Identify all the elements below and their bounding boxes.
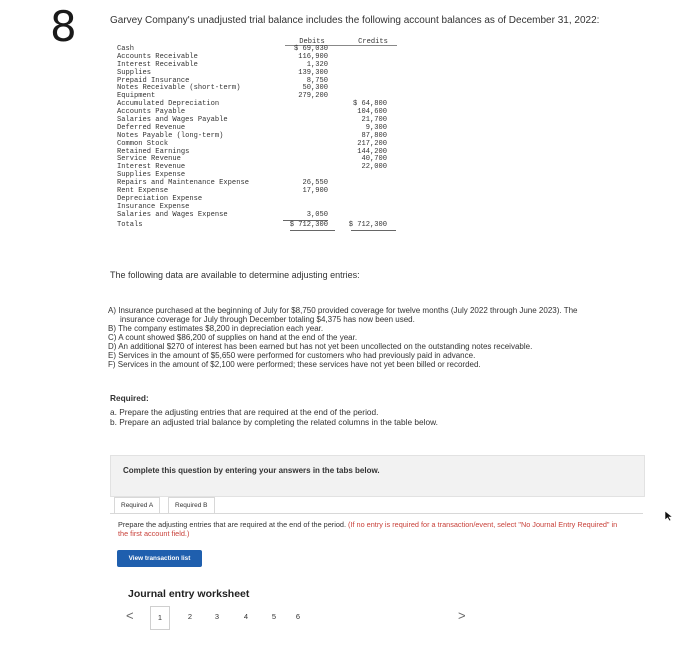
page-3[interactable]: 3 — [214, 612, 220, 621]
instruction-main: Prepare the adjusting entries that are required at the end of the period. — [118, 520, 346, 529]
worksheet-pager — [122, 606, 472, 628]
table-row — [115, 212, 400, 220]
adjustment-a-cont: insurance coverage for July through December totaling $4,375 has now been used. — [120, 315, 415, 324]
required-a: a. Prepare the adjusting entries that are required at the end of the period. — [110, 407, 379, 417]
page-1[interactable]: 1 — [150, 606, 170, 630]
cell-name: Salaries and Wages Expense — [117, 210, 228, 219]
cell-name: Totals — [117, 220, 143, 229]
cell-credit: 9,300 — [365, 123, 387, 132]
required-section — [110, 393, 438, 427]
adjustment-e: E) Services in the amount of $5,650 were performed for customers who had previously paid in advance. — [108, 351, 476, 360]
prev-arrow-icon[interactable]: < — [126, 608, 134, 623]
cell-name: Supplies — [117, 68, 152, 77]
cell-credit: 104,600 — [357, 108, 387, 117]
trial-balance-table — [115, 38, 400, 229]
cell-name: Retained Earnings — [117, 147, 190, 156]
required-title: Required: — [110, 393, 149, 403]
view-transaction-list-button[interactable]: View transaction list — [117, 550, 202, 567]
cell-name: Common Stock — [117, 139, 169, 148]
cell-name: Depreciation Expense — [117, 194, 203, 203]
instruction-note: (If no entry is required for a transaction/event, select "No Journal Entry Required" in the first account field.) — [118, 520, 618, 538]
cell-name: Salaries and Wages Payable — [117, 116, 228, 125]
cell-debit: 3,050 — [283, 212, 328, 221]
cell-name: Deferred Revenue — [117, 123, 186, 132]
page-5[interactable]: 5 — [271, 612, 277, 621]
table-row — [115, 85, 400, 93]
cell-credit: 40,700 — [361, 155, 387, 164]
following-data-text: The following data are available to determine adjusting entries: — [110, 270, 360, 280]
adjustment-b: B) The company estimates $8,200 in depreciation each year. — [108, 324, 324, 333]
cell-credit: 144,200 — [357, 147, 387, 156]
adjustment-a: A) Insurance purchased at the beginning of July for $8,750 provided coverage for twelve months (July 2022 through June 2023). The — [108, 306, 578, 315]
cell-name: Accounts Receivable — [117, 52, 198, 61]
cell-debit: $ 712,300 — [289, 220, 328, 229]
cell-credit: 22,000 — [361, 163, 387, 172]
intro-text: Garvey Company's unadjusted trial balance includes the following account balances as of December 31, 2022: — [110, 15, 600, 26]
cell-debit: 279,200 — [298, 92, 328, 101]
cell-credit: $ 712,300 — [348, 220, 387, 229]
cell-name: Supplies Expense — [117, 171, 186, 180]
cell-name: Cash — [117, 45, 135, 53]
credit-header: Credits — [358, 38, 388, 46]
cell-debit: 17,900 — [302, 187, 328, 196]
table-row — [115, 62, 400, 70]
cell-name: Notes Receivable (short-term) — [117, 84, 241, 93]
cell-name: Interest Revenue — [117, 163, 186, 172]
tab-required-b[interactable]: Required B — [168, 497, 215, 514]
tab-bar — [110, 497, 250, 513]
cell-credit: 217,200 — [357, 139, 387, 148]
cell-debit: 139,300 — [298, 68, 328, 77]
cell-name: Accumulated Depreciation — [117, 100, 220, 109]
cell-credit: 87,800 — [361, 131, 387, 140]
adjustment-d: D) An additional $270 of interest has been earned but has not yet been uncollected on the outstanding notes receivable. — [108, 342, 533, 351]
page-2[interactable]: 2 — [187, 612, 193, 621]
page-6[interactable]: 6 — [295, 612, 301, 621]
cell-debit: 8,750 — [306, 76, 328, 85]
cell-name: Insurance Expense — [117, 202, 190, 211]
adjustment-f: F) Services in the amount of $2,100 were performed; these services have not yet been billed or recorded. — [108, 360, 481, 369]
cell-name: Accounts Payable — [117, 108, 186, 117]
cell-debit: 50,300 — [302, 84, 328, 93]
question-number: 8 — [50, 2, 77, 51]
instruction-text — [118, 520, 618, 538]
adjustments-list — [108, 306, 668, 369]
cell-name: Repairs and Maintenance Expense — [117, 179, 249, 188]
cell-credit: $ 64,800 — [352, 100, 387, 109]
tab-required-a[interactable]: Required A — [114, 497, 160, 514]
cell-name: Service Revenue — [117, 155, 181, 164]
cell-name: Prepaid Insurance — [117, 76, 190, 85]
table-row — [115, 222, 400, 230]
cell-debit: 26,550 — [302, 179, 328, 188]
complete-question-box — [110, 455, 645, 497]
complete-question-text: Complete this question by entering your answers in the tabs below. — [123, 466, 380, 475]
page-4[interactable]: 4 — [243, 612, 249, 621]
cell-name: Equipment — [117, 92, 156, 101]
cell-name: Rent Expense — [117, 187, 169, 196]
cell-credit: 21,700 — [361, 116, 387, 125]
worksheet-title: Journal entry worksheet — [128, 588, 250, 600]
next-arrow-icon[interactable]: > — [458, 608, 466, 623]
required-b: b. Prepare an adjusted trial balance by completing the related columns in the table below. — [110, 417, 438, 427]
cell-debit: 116,900 — [298, 52, 328, 61]
cell-debit: 1,320 — [306, 60, 328, 69]
cell-name: Interest Receivable — [117, 60, 198, 69]
adjustment-c: C) A count showed $86,200 of supplies on hand at the end of the year. — [108, 333, 358, 342]
cell-debit: $ 69,030 — [293, 45, 328, 53]
mouse-cursor-icon — [664, 510, 674, 522]
debit-header: Debits — [299, 38, 325, 46]
cell-name: Notes Payable (long-term) — [117, 131, 224, 140]
